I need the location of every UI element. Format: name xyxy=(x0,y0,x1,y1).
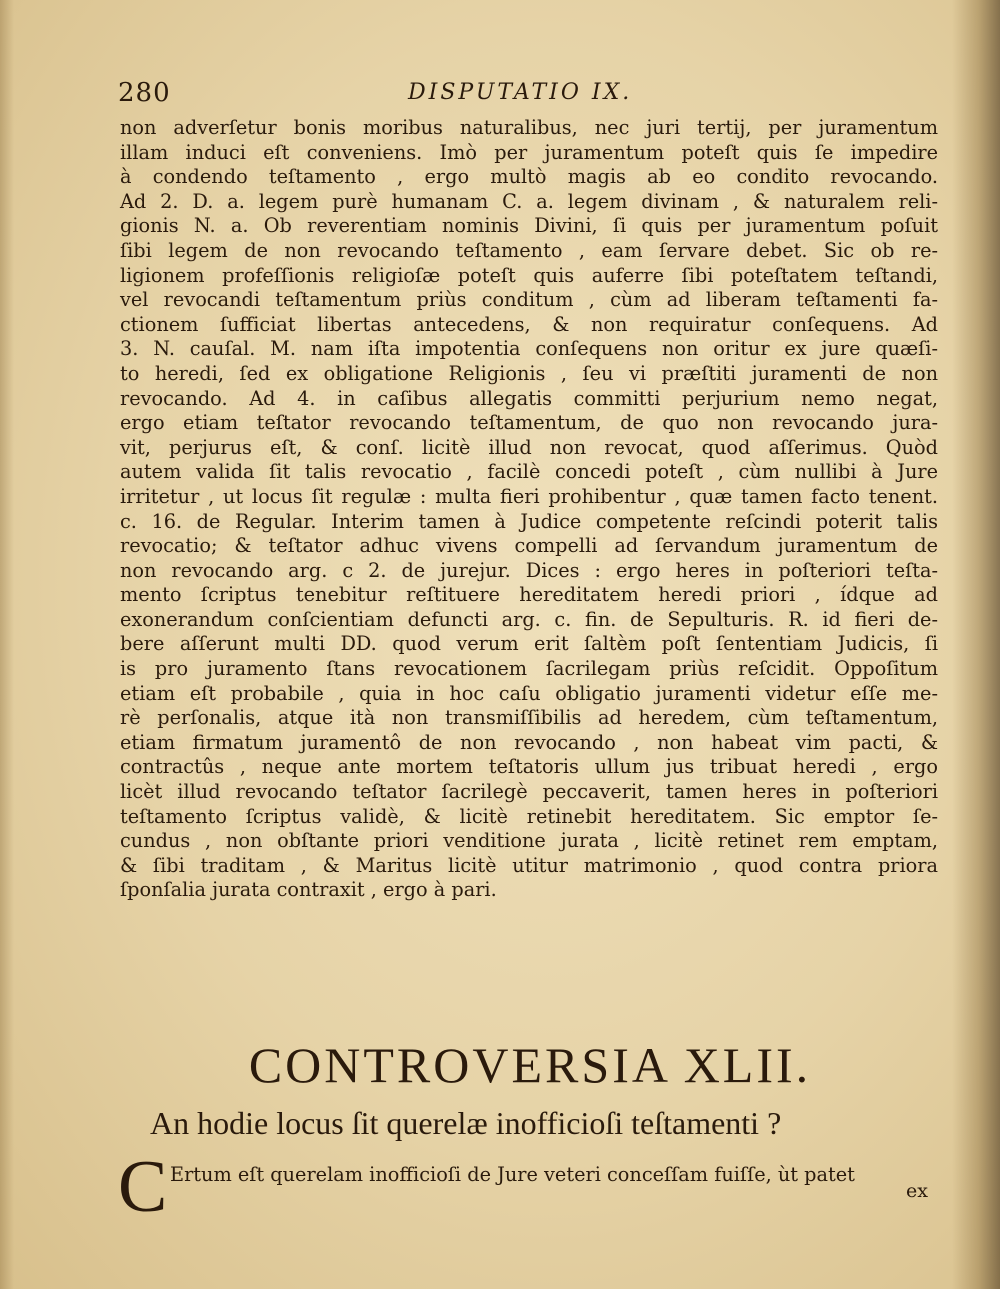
text-line: exonerandum conſcientiam defuncti arg. c. fin. de Sepulturis. R. id fieri de- xyxy=(120,607,938,631)
text-line: non revocando arg. c 2. de jurejur. Dices : ergo heres in poſteriori teſta- xyxy=(120,558,938,582)
text-line: autem valida ſit talis revocatio , facilè concedi poteſt , cùm nullibi à Jure xyxy=(120,460,938,484)
text-line: ligionem profeſſionis religioſæ poteſt quis auferre ſibi poteſtatem teſtandi, xyxy=(120,263,938,287)
text-line: revocatio; & teſtator adhuc vivens compelli ad ſervandum juramentum de xyxy=(120,534,938,558)
paragraph-first-line: Ertum eſt querelam inofficioſi de Jure veteri conceſſam fuiſſe, ùt patet xyxy=(170,1163,855,1186)
text-line: cundus , non obſtante priori venditione jurata , licitè retinet rem emptam, xyxy=(120,829,938,853)
text-line: ſibi legem de non revocando teſtamento , eam ſervare debet. Sic ob re- xyxy=(120,238,938,262)
text-line: etiam firmatum juramentô de non revocando , non habeat vim pacti, & xyxy=(120,730,938,754)
text-line: non adverſetur bonis moribus naturalibus, nec juri tertij, per juramentum xyxy=(120,116,938,139)
text-line: etiam eſt probabile , quia in hoc caſu obligatio juramenti videtur eſſe me- xyxy=(120,681,938,705)
text-line: ctionem ſufficiat libertas antecedens, & non requiratur conſequens. Ad xyxy=(120,312,938,336)
text-line: ergo etiam teſtator revocando teſtamentum, de quo non revocando jura- xyxy=(120,411,938,435)
text-line: illam induci eſt conveniens. Imò per juramentum poteſt quis ſe impedire xyxy=(120,140,938,164)
body-text xyxy=(120,116,938,903)
catchword: ex xyxy=(906,1180,928,1202)
text-line: contractûs , neque ante mortem teſtatoris ullum jus tribuat heredi , ergo xyxy=(120,755,938,779)
text-line: à condendo teſtamento , ergo multò magis ab eo condito revocando. xyxy=(120,165,938,189)
page-number: 280 xyxy=(118,78,171,108)
running-title: DISPUTATIO IX. xyxy=(408,80,633,105)
text-line: vit, perjurus eſt, & conſ. licitè illud non revocat, quod aſſerimus. Quòd xyxy=(120,435,938,459)
text-line: c. 16. de Regular. Interim tamen à Judice competente reſcindi poterit talis xyxy=(120,509,938,533)
text-line: vel revocandi teſtamentum priùs conditum , cùm ad liberam teſtamenti fa- xyxy=(120,288,938,312)
text-line: irritetur , ut locus ſit regulæ : multa fieri prohibentur , quæ tamen facto tenent. xyxy=(120,484,938,508)
text-line: Ad 2. D. a. legem purè humanam C. a. legem divinam , & naturalem reli- xyxy=(120,189,938,213)
section-subheading: An hodie locus ſit querelæ inofficioſi teſtamenti ? xyxy=(150,1105,782,1141)
text-line: mento ſcriptus tenebitur reſtituere hereditatem heredi priori , ídque ad xyxy=(120,583,938,607)
text-line: & ſibi traditam , & Maritus licitè utitur matrimonio , quod contra priora xyxy=(120,853,938,877)
text-line: revocando. Ad 4. in caſibus allegatis committi perjurium nemo negat, xyxy=(120,386,938,410)
text-line: to heredi, ſed ex obligatione Religionis , ſeu vi præſtiti juramenti de non xyxy=(120,361,938,385)
text-line: rè perſonalis, atque ità non transmiſſibilis ad heredem, cùm teſtamentum, xyxy=(120,706,938,730)
page-header xyxy=(118,78,948,114)
text-line: teſtamento ſcriptus validè, & licitè retinebit hereditatem. Sic emptor ſe- xyxy=(120,804,938,828)
page-spine-shadow xyxy=(952,0,1000,1289)
text-line: is pro juramento ſtans revocationem ſacrilegam priùs reſcidit. Oppoſitum xyxy=(120,657,938,681)
page-left-edge xyxy=(0,0,14,1289)
text-line: ſponſalia jurata contraxit , ergo à pari. xyxy=(120,878,497,902)
drop-cap: C xyxy=(118,1146,168,1228)
section-heading: CONTROVERSIA XLII. xyxy=(248,1037,812,1093)
text-line: bere aſſerunt multi DD. quod verum erit ſaltèm poſt ſententiam Judicis, ſi xyxy=(120,632,938,656)
text-line: gionis N. a. Ob reverentiam nominis Divini, ſi quis per juramentum poſuit xyxy=(120,214,938,238)
text-line: licèt illud revocando teſtator ſacrilegè peccaverit, tamen heres in poſteriori xyxy=(120,780,938,804)
text-line: 3. N. cauſal. M. nam iſta impotentia conſequens non oritur ex jure quæſi- xyxy=(120,337,938,361)
